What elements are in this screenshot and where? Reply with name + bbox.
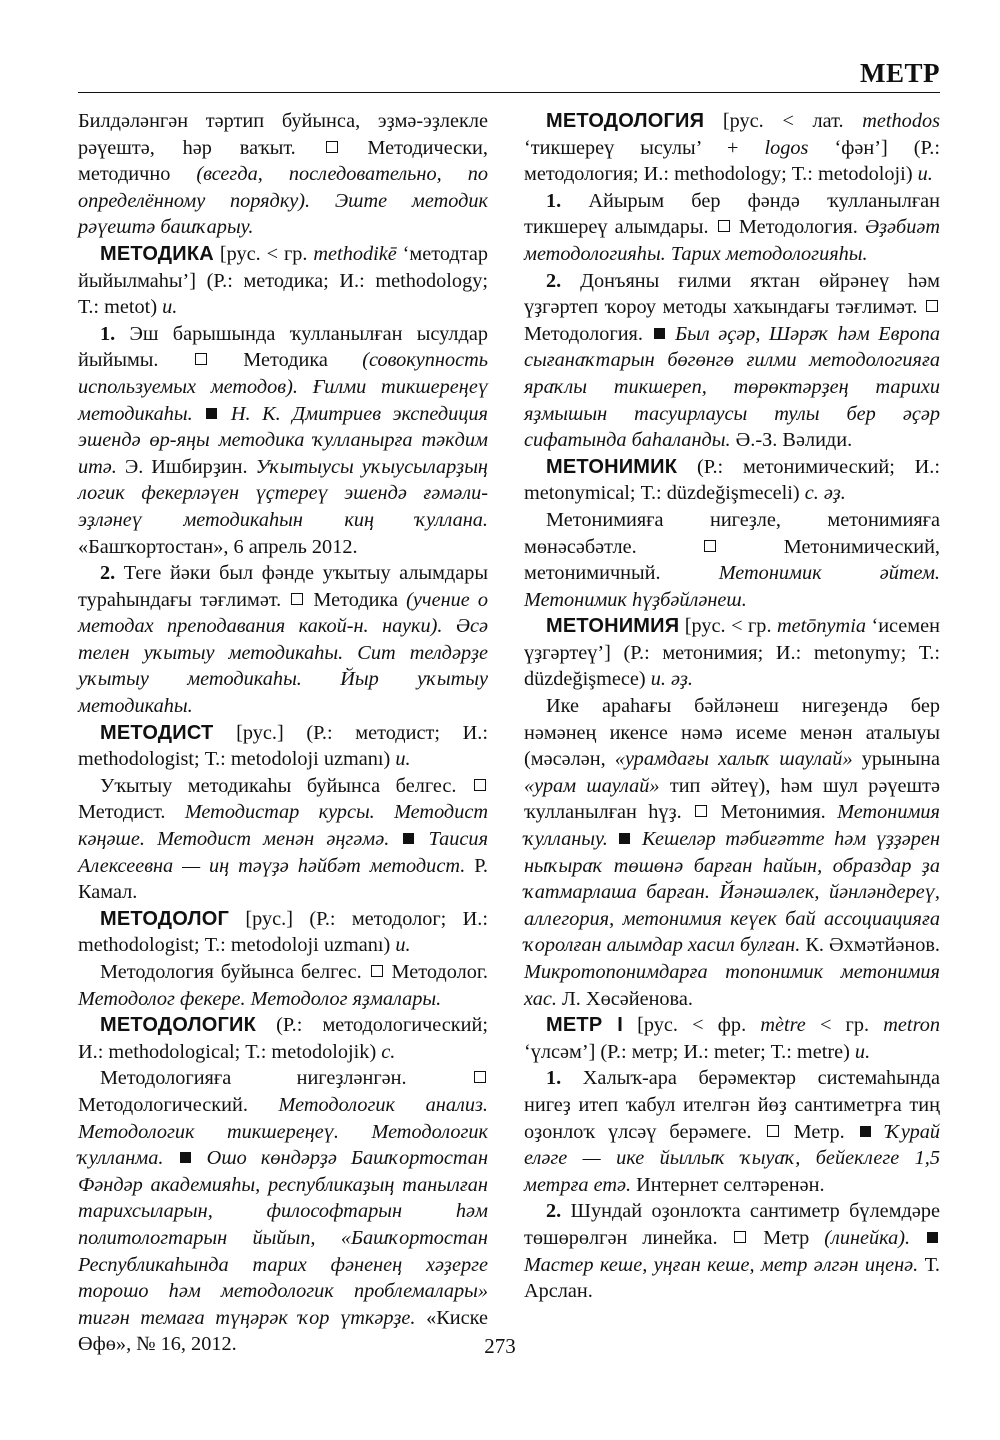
russian-equivalent-square-icon — [326, 141, 338, 153]
italic-text: Мастер кеше, уңған кеше, метр әлгән иңенә. — [524, 1253, 919, 1276]
russian-equivalent-square-icon — [767, 1125, 779, 1137]
sense-number: 2. — [546, 269, 562, 292]
quotation-black-square-icon — [180, 1152, 191, 1163]
text: Метонимический, метонимичный. — [524, 535, 940, 585]
quotation-black-square-icon — [654, 328, 665, 339]
headword: МЕТОДИСТ — [100, 721, 214, 744]
italic-text: metōnymia — [776, 615, 866, 638]
text: тип әйтеү), һәм шул рәүештә ҡулланылған һүҙ. — [524, 774, 940, 824]
italic-text: Таисия Алексеевна — иң тәүҙә һәйбәт методист. — [78, 828, 489, 877]
russian-equivalent-square-icon — [704, 540, 716, 552]
russian-equivalent-square-icon — [195, 353, 207, 365]
headword: МЕТОНИМИЯ — [546, 615, 680, 638]
text: [рус. < фр. — [622, 1014, 761, 1037]
text: ‘фән’] (Р.: методология; И.: methodology; Т.: metodoloji) — [524, 136, 940, 186]
italic-text: (линейка). — [824, 1226, 925, 1249]
text: [рус.] (Р.: методолог; И.: methodologist; Т.: metodoloji uzmanı) — [78, 907, 488, 957]
quotation-black-square-icon — [619, 833, 630, 844]
italic-text: и. әҙ. — [650, 668, 693, 691]
text: Уҡытыу методикаһы буйынса белгес. — [100, 774, 472, 797]
text: Шундай оҙонлоҡта сантиметр бүлемдәре төшөрөлгән линейка. — [524, 1200, 940, 1249]
sense-paragraph — [78, 959, 488, 1012]
text: Халыҡ-ара берәмектәр системаһында нигеҙ итеп ҡабул ителгән йөҙ сантиметрға тиң оҙонлоҡ үлсәү берәмеге. — [524, 1067, 940, 1143]
text: Метр. — [780, 1120, 858, 1143]
text: [рус. < лат. — [704, 110, 863, 132]
italic-text: mètre — [760, 1014, 806, 1037]
italic-text: «урамдағы халыҡ шаулай» — [614, 748, 853, 771]
italic-text: и. — [395, 934, 411, 957]
italic-text: Н. К. Дмитриев экспедиция эшендә өр-яңы методика ҡулланырға тәкдим итә. — [78, 402, 488, 478]
sense-paragraph — [524, 268, 940, 454]
italic-text: logos — [764, 136, 809, 159]
italic-text: и. — [162, 296, 178, 319]
text: [рус.] (Р.: методист; И.: methodologist; Т.: metodoloji uzmanı) — [78, 721, 488, 771]
text: урынына — [852, 748, 940, 771]
italic-text: и. — [854, 1040, 871, 1063]
text: [рус. < гр. — [679, 615, 777, 638]
text: Метр — [748, 1226, 825, 1249]
italic-text: Ҡурай еләге — ике йыллыҡ ҡыуаҡ, бейеклеге 1,5 метрға етә. — [524, 1120, 941, 1196]
text: Методологический. — [78, 1093, 279, 1116]
headword: МЕТОДОЛОГИЯ — [546, 110, 705, 132]
sense-paragraph — [78, 1065, 488, 1358]
italic-text: Методистар курсы. Методист кәңәше. Методист менән әңгәмә. — [78, 801, 488, 851]
text: Методология. — [731, 216, 865, 239]
text: Э. Ишбирҙин. — [116, 455, 256, 478]
text: «Башҡортостан», 6 апрель 2012. — [78, 535, 358, 558]
text: ‘методтар йыйылмаһы’] (Р.: методика; И.: methodology; Т.: metot) — [78, 242, 488, 319]
continued-text — [78, 108, 488, 241]
italic-text: Методологик анализ. Методологик тикшереңеү. Методологик ҡулланма. — [78, 1093, 488, 1170]
dictionary-entry — [524, 613, 940, 693]
russian-equivalent-square-icon — [695, 805, 707, 817]
text: [рус. < гр. — [213, 242, 314, 265]
text: Эш барышында ҡулланылған ысулдар йыйымы. — [78, 322, 488, 372]
header-rule — [78, 92, 940, 93]
text: Ике араһағы бәйләнеш нигеҙендә бер нәмәнең икенсе нәмә исеме менән аталыуы (мәсәлән, — [524, 695, 940, 771]
text: Т. Арслан. — [524, 1253, 941, 1303]
italic-text: Был әҫәр, Шәрәҡ һәм Европа сығанаҡтарын бөгөнгө ғилми методологияға яраҡлы тикшереп, төрөктәрҙең тарихи яҙмышын тасуирлаусы тулы бер әҫәр сифатында баһаланды. — [524, 322, 940, 452]
italic-text: metron — [883, 1014, 940, 1037]
sense-paragraph — [524, 1198, 940, 1304]
text: Методологияға нигеҙләнгән. — [100, 1067, 472, 1090]
russian-equivalent-square-icon — [926, 300, 938, 312]
text: Методика — [305, 588, 407, 611]
italic-text: methodos — [862, 110, 940, 132]
page-number: 273 — [484, 1334, 516, 1358]
text: Методика — [208, 349, 363, 372]
italic-text: methodikē — [313, 242, 397, 265]
left-column — [78, 108, 488, 1358]
sense-paragraph — [524, 507, 940, 613]
headword: МЕТОДИКА — [100, 242, 214, 265]
italic-text: «урам шаулай» — [524, 774, 660, 797]
sense-number: 2. — [546, 1200, 562, 1223]
italic-text: Микротопонимдарға топонимик метонимия хас. — [524, 961, 940, 1010]
italic-text: Уҡытыусы уҡыусыларҙың логик фекерләүен үҫтереү эшендә ғәмәли-эҙләнеү методикаһын киң ҡуллана. — [78, 455, 488, 531]
quotation-black-square-icon — [927, 1232, 938, 1243]
italic-text: с. — [381, 1040, 396, 1063]
text: ‘исемен үҙгәртеү’] (Р.: метонимия; И.: metonymy; Т.: düzdeğişmece) — [524, 615, 940, 691]
sense-paragraph — [78, 773, 488, 906]
sense-number: 1. — [546, 1067, 562, 1090]
text: < гр. — [805, 1014, 884, 1037]
text: Ә.-З. Вәлиди. — [730, 429, 853, 452]
text: Методолог. — [384, 961, 488, 983]
text: Айырым бер фәндә ҡулланылған тикшереү алымдары. — [524, 189, 940, 239]
headword: МЕТР I — [546, 1014, 623, 1037]
text: Метонимия. — [709, 801, 838, 824]
text: Интернет селтәренән. — [631, 1173, 825, 1196]
sense-paragraph — [524, 693, 940, 1012]
dictionary-entry — [78, 1012, 488, 1065]
running-head: МЕТР — [860, 58, 940, 88]
italic-text: и. — [917, 163, 933, 186]
russian-equivalent-square-icon — [474, 779, 486, 791]
italic-text: Әҙәбиәт методологияһы. Тарих методологияһы. — [524, 216, 940, 265]
sense-number: 1. — [546, 189, 562, 212]
italic-text: Ошо көндәрҙә Башҡортостан Фәндәр академияһы, республикаҙың танылған тарихсыларын, философтарын һәм политологтарын йыйып, «Башҡортостан Республикаһында тарих фәненең хәҙерге торошо һәм методологик проблемалары» тигән темаға түңәрәк ҡор үткәрҙе. — [78, 1147, 489, 1329]
italic-text: Кешеләр тәбиғәтте һәм үҙҙәрен ныҡыраҡ төшөнә барған һайын, образдар ҙа ҡатмарлаша барған. Йәнәшәлек, йәнләндереү, аллегория, метонимия кеүек бай ассоциацияға ҡоролған алымдар хасил булған. — [524, 828, 941, 957]
italic-text: и. — [395, 748, 411, 771]
sense-number: 1. — [100, 322, 116, 345]
text: Л. Хөсәйенова. — [556, 987, 693, 1010]
text: (Р.: методологический; И.: methodological; Т.: metodolojik) — [78, 1014, 488, 1063]
sense-paragraph — [524, 188, 940, 268]
dictionary-entry — [524, 108, 940, 188]
quotation-black-square-icon — [860, 1126, 871, 1137]
text: Методология. — [524, 322, 652, 345]
sense-paragraph — [78, 321, 488, 560]
russian-equivalent-square-icon — [734, 1231, 746, 1243]
dictionary-entry — [524, 1012, 940, 1065]
text: Теге йәки был фәнде уҡытыу алымдары тураһындағы тәғлимәт. — [78, 562, 488, 611]
italic-text: Метонимик әйтем. Метонимик һүҙбәйләнеш. — [524, 562, 940, 611]
sense-paragraph — [78, 560, 488, 720]
text: ‘үлсәм’] (Р.: метр; И.: meter; Т.: metre) — [524, 1040, 855, 1063]
headword: МЕТОДОЛОГ — [100, 907, 230, 930]
russian-equivalent-square-icon — [371, 965, 383, 977]
italic-text: (всегда, последовательно, по определённому порядку). Эште методик рәүештә башҡарыу. — [78, 163, 488, 239]
text: Р. Камал. — [78, 854, 489, 904]
sense-number: 2. — [100, 562, 116, 585]
russian-equivalent-square-icon — [291, 593, 303, 605]
text: «Киске Өфө», № 16, 2012. — [78, 1306, 488, 1356]
italic-text: Метонимия ҡулланыу. — [524, 801, 940, 851]
dictionary-entry — [524, 454, 940, 507]
dictionary-entry — [78, 720, 488, 773]
italic-text: Методолог фекере. Методолог яҙмалары. — [78, 987, 442, 1010]
text: К. Әхмәтйәнов. — [800, 934, 940, 957]
headword: МЕТОНИМИК — [546, 455, 678, 478]
text: Метонимияға нигеҙле, метонимияға мөнәсәбәтле. — [524, 508, 940, 558]
right-column — [524, 108, 940, 1305]
russian-equivalent-square-icon — [474, 1071, 486, 1083]
text: (Р.: метонимический; И.: metonymical; Т.: düzdeğişmeceli) — [524, 455, 940, 505]
italic-text: (учение о методах преподавания какой-н. науки). Әсә телен уҡытыу методикаһы. Сит телдәрҙе уҡытыу методикаһы. Йыр уҡытыу методикаһы. — [78, 588, 488, 718]
russian-equivalent-square-icon — [718, 220, 730, 232]
text: Методология буйынса белгес. — [100, 961, 369, 983]
dictionary-entry — [78, 241, 488, 321]
dictionary-entry — [78, 906, 488, 959]
italic-text: с. әҙ. — [804, 482, 846, 505]
headword: МЕТОДОЛОГИК — [100, 1014, 257, 1037]
text: Донъяны ғилми яҡтан өйрәнеү һәм үҙгәртеп ҡороу методы хаҡындағы тәғлимәт. — [524, 269, 940, 319]
italic-text: (совокупность используемых методов). Ғилми тикшереңеү методикаһы. — [78, 349, 489, 425]
text: Билдәләнгән тәртип буйынса, эҙмә-эҙлекле рәүештә, һәр ваҡыт. — [78, 110, 488, 159]
quotation-black-square-icon — [403, 833, 414, 844]
quotation-black-square-icon — [206, 408, 217, 419]
text: Методист. — [78, 801, 185, 824]
sense-paragraph — [524, 1065, 940, 1198]
text: ‘тикшереү ысулы’ + — [524, 136, 765, 159]
text: Методически, методично — [78, 136, 488, 186]
